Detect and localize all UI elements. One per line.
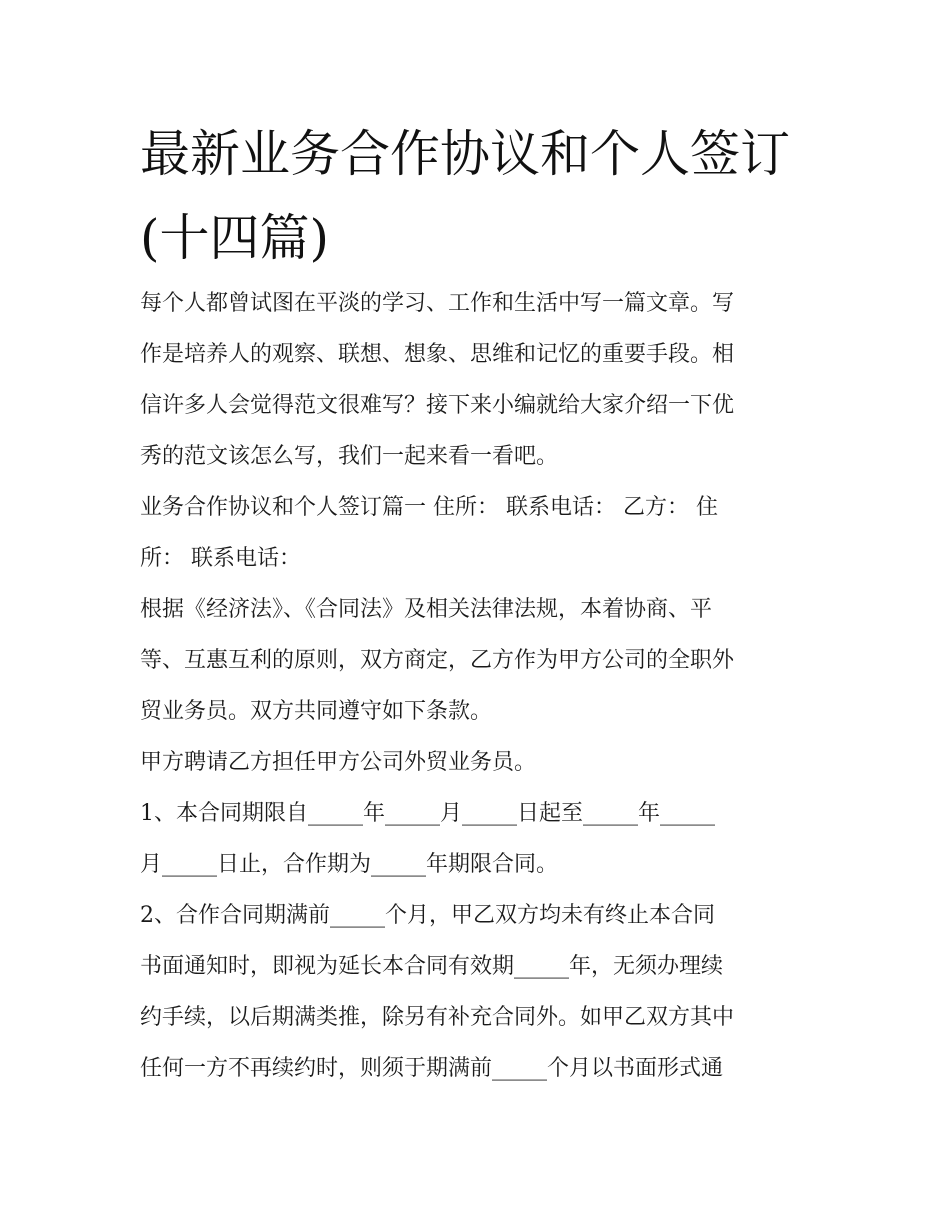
text-line: 任何一方不再续约时，则须于期满前_____个月以书面形式通 — [140, 1056, 724, 1081]
text-line: 2、合作合同期满前_____个月，甲乙双方均未有终止本合同 — [140, 903, 715, 928]
clause-2 — [140, 890, 830, 1094]
text-line: 1、本合同期限自_____年_____月_____日起至_____年_____ — [140, 801, 715, 826]
text-line: 作是培养人的观察、联想、想象、思维和记忆的重要手段。相 — [140, 342, 735, 367]
text-line: 约手续，以后期满类推，除另有补充合同外。如甲乙双方其中 — [140, 1005, 735, 1030]
paragraph-legal-basis — [140, 584, 830, 737]
title-line: (十四篇) — [140, 209, 330, 267]
document-title — [140, 112, 820, 280]
text-line: 甲方聘请乙方担任甲方公司外贸业务员。 — [140, 750, 537, 775]
text-line: 所： 联系电话： — [140, 546, 301, 571]
text-line: 业务合作协议和个人签订篇一 住所： 联系电话： 乙方： 住 — [140, 495, 718, 520]
text-line: 信许多人会觉得范文很难写？接下来小编就给大家介绍一下优 — [140, 393, 735, 418]
clause-1 — [140, 788, 830, 890]
text-line: 等、互惠互利的原则，双方商定，乙方作为甲方公司的全职外 — [140, 648, 735, 673]
paragraph-parties — [140, 482, 830, 584]
text-line: 秀的范文该怎么写，我们一起来看一看吧。 — [140, 444, 559, 469]
text-line: 根据《经济法》、《合同法》及相关法律法规，本着协商、平 — [140, 597, 713, 622]
text-line: 贸业务员。双方共同遵守如下条款。 — [140, 699, 493, 724]
document-body — [140, 278, 830, 1094]
paragraph-intro — [140, 278, 830, 482]
text-line: 月_____日止，合作期为_____年期限合同。 — [140, 852, 559, 877]
paragraph-appointment — [140, 737, 830, 788]
text-line: 每个人都曾试图在平淡的学习、工作和生活中写一篇文章。写 — [140, 291, 735, 316]
title-line: 最新业务合作协议和个人签订 — [140, 125, 790, 183]
text-line: 书面通知时，即视为延长本合同有效期_____年，无须办理续 — [140, 954, 724, 979]
